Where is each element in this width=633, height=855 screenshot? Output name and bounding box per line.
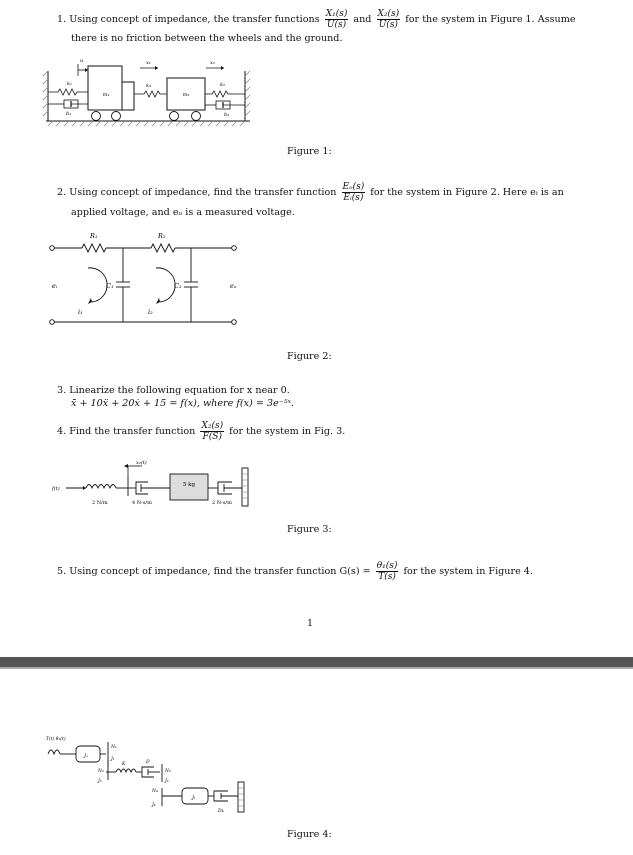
page-separator-shadow — [0, 667, 633, 669]
question-3: 3. Linearize the following equation for x near 0. — [57, 385, 290, 396]
fraction-x2-u: $\frac{\text{X₂(s)}}{U(s)}$ — [377, 9, 400, 30]
fig4-n2: N₂ — [98, 769, 104, 774]
fig1-m2: m₂ — [182, 92, 190, 98]
fraction-x2-f: $\frac{\text{X₂(s)}}{F(S)}$ — [201, 421, 224, 442]
figure-4-diagram — [42, 734, 257, 816]
question-2: 2. Using concept of impedance, find the transfer function $\frac{\text{Eₒ(s)}}{\text{Eᵢ(s)}}$ for the system in Figure 2. Here eᵢ is an — [57, 182, 564, 203]
fig4-j4: J₄ — [152, 803, 156, 808]
page-number: 1 — [307, 618, 314, 629]
fig3-mass: 5 kg — [182, 482, 196, 488]
figure-1-diagram — [40, 56, 255, 128]
question-5: 5. Using concept of impedance, find the transfer function G(s) = $\frac{\text{θ₁(s)}}{T(s)}$ for the system in Figure 4. — [57, 561, 533, 582]
fig3-damper2: 2 N-s/m — [212, 500, 232, 506]
fig4-torque: T(t) θ₁(t) — [46, 737, 66, 742]
fig4-ja: Jₐ — [84, 753, 88, 759]
fig4-k: K — [122, 762, 126, 767]
figure-4-caption: Figure 4: — [287, 829, 332, 840]
fig1-m1: m₁ — [102, 92, 110, 98]
fig2-ei: eᵢ — [52, 282, 58, 290]
fig2-i1: i₁ — [78, 308, 83, 316]
question-1: 1. Using concept of impedance, the transfer functions $\frac{\text{X₁(s)}}{U(s)}$ and $\frac{\text{X₂(s)}}{U(s)}$ for the system in Figure 1. Assume — [57, 9, 576, 30]
fig4-dl: Dʟ — [218, 809, 225, 814]
fig2-i2: i₂ — [148, 308, 153, 316]
fig1-k3: k₃ — [146, 83, 152, 89]
fig4-n3: N₃ — [165, 769, 171, 774]
question-1-line2: there is no friction between the wheels and the ground. — [71, 33, 343, 44]
fig4-j2: J₂ — [98, 779, 102, 784]
fig2-c2: C₂ — [174, 282, 182, 290]
fig4-jl: Jₗ — [192, 795, 196, 801]
fig1-k1: k₁ — [67, 81, 73, 87]
fig2-c1: C₁ — [106, 282, 114, 290]
fig1-b2: b₂ — [224, 112, 230, 118]
fig1-x2: x₂ — [210, 60, 215, 66]
question-4: 4. Find the transfer function $\frac{\text{X₂(s)}}{F(S)}$ for the system in Fig. 3. — [57, 421, 346, 442]
fig4-n1: N₁ — [111, 745, 117, 750]
fraction-x1-u: $\frac{\text{X₁(s)}}{U(s)}$ — [325, 9, 348, 30]
question-3-equation: ẋ̈ + 10ẍ + 20ẋ + 15 = f(x), where f(x) = 3e⁻⁵ˣ. — [71, 398, 295, 409]
fig1-x1: x₁ — [146, 60, 151, 66]
figure-1-caption: Figure 1: — [287, 146, 332, 157]
fig3-x2: x₂(t) — [136, 460, 147, 466]
figure-3-caption: Figure 3: — [287, 524, 332, 535]
figure-2-caption: Figure 2: — [287, 351, 332, 362]
fig3-force: f(t) — [52, 486, 60, 492]
fig1-b1: b₁ — [66, 111, 72, 117]
fig4-n4: N₄ — [152, 789, 158, 794]
fig4-j1: J₁ — [111, 757, 115, 762]
fig2-r1: R₁ — [90, 232, 98, 240]
fig3-damper1: 4 N-s/m — [132, 500, 152, 506]
fig3-spring: 2 N/m — [92, 500, 108, 506]
fraction-eo-ei: $\frac{\text{Eₒ(s)}}{\text{Eᵢ(s)}}$ — [342, 182, 365, 203]
fig4-j3: J₃ — [165, 779, 169, 784]
fraction-theta-t: $\frac{\text{θ₁(s)}}{T(s)}$ — [376, 561, 398, 582]
page-separator — [0, 657, 633, 667]
figure-3-diagram — [52, 458, 267, 510]
fig4-d: D — [146, 760, 150, 765]
fig1-u: u — [80, 58, 84, 64]
fig2-eo: eₒ — [230, 282, 237, 290]
fig1-k2: k₂ — [220, 82, 226, 88]
question-2-line2: applied voltage, and eₒ is a measured voltage. — [71, 207, 295, 218]
fig2-r2: R₂ — [158, 232, 166, 240]
figure-2-circuit — [48, 228, 238, 330]
